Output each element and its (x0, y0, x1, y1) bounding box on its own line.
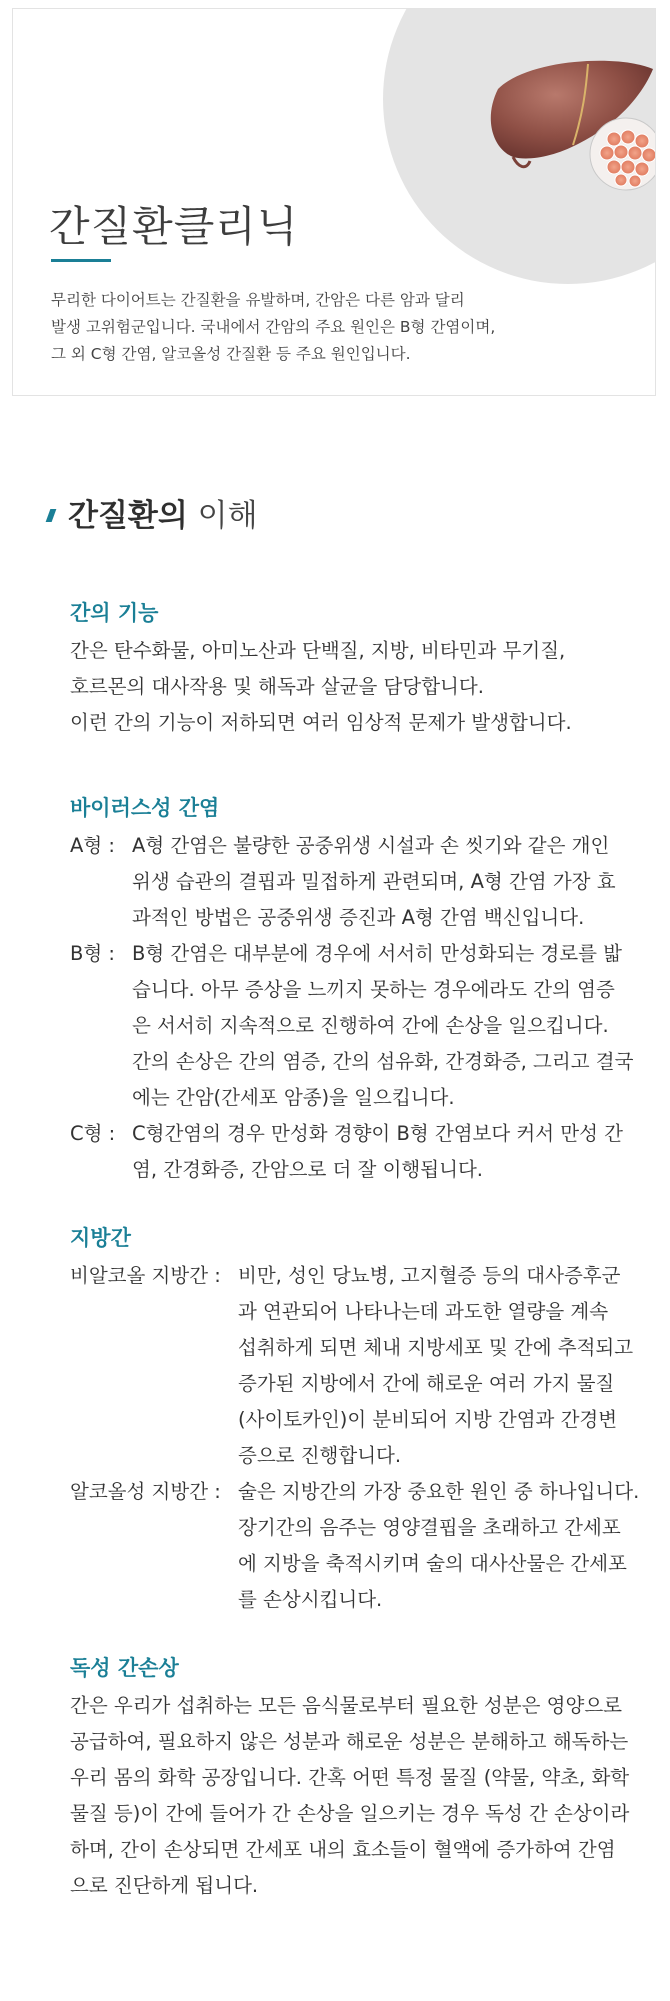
toxic-liver-text (70, 1688, 650, 1904)
intro-line: 그 외 C형 간염, 알코올성 간질환 등 주요 원인입니다. (51, 345, 411, 363)
intro-paragraph (51, 287, 611, 368)
fatty-liver-title: 지방간 (70, 1226, 131, 1250)
text-line: 에 지방을 축적시키며 술의 대사산물은 간세포 (238, 1552, 627, 1575)
text-line: 비만, 성인 당뇨병, 고지혈증 등의 대사증후군 (238, 1264, 621, 1287)
text-line: 물질 등)이 간에 들어가 간 손상을 일으키는 경우 독성 간 손상이라 (70, 1802, 630, 1825)
clinic-header (12, 8, 656, 396)
text-line: 은 서서히 지속적으로 진행하여 간에 손상을 일으킵니다. (132, 1014, 609, 1037)
toxic-liver-title: 독성 간손상 (70, 1656, 179, 1680)
hepatitis-b-desc (130, 936, 650, 1116)
text-line: 간의 손상은 간의 염증, 간의 섬유화, 간경화증, 그리고 결국 (132, 1050, 634, 1073)
text-line: 섭취하게 되면 체내 지방세포 및 간에 추적되고 (238, 1336, 634, 1359)
nonalcoholic-fatty-liver-item (70, 1258, 650, 1474)
hepatitis-c-desc (130, 1116, 650, 1188)
alcoholic-fatty-liver-item (70, 1474, 650, 1618)
hepatitis-a-item (70, 828, 650, 936)
liver-function-text (70, 633, 650, 741)
text-line: 간은 우리가 섭취하는 모든 음식물로부터 필요한 성분은 영양으로 (70, 1694, 622, 1717)
text-line: 술은 지방간의 가장 중요한 원인 중 하나입니다. (238, 1480, 640, 1503)
alcoholic-desc (238, 1474, 650, 1618)
hepatitis-a-term: A형 : (70, 834, 115, 857)
hepatitis-c-item (70, 1116, 650, 1188)
text-line: (사이토카인)이 분비되어 지방 간염과 간경변 (238, 1408, 618, 1431)
text-line: 염, 간경화증, 간암으로 더 잘 이행됩니다. (132, 1158, 483, 1181)
section-heading (48, 490, 258, 535)
liver-icon (468, 49, 656, 199)
text-line: 과 연관되어 나타나는데 과도한 열량을 계속 (238, 1300, 609, 1323)
text-line: 우리 몸의 화학 공장입니다. 간혹 어떤 특정 물질 (약물, 약초, 화학 (70, 1766, 630, 1789)
hepatitis-b-term: B형 : (70, 942, 115, 965)
heading-accent-mark (46, 509, 57, 522)
text-line: 장기간의 음주는 영양결핍을 초래하고 간세포 (238, 1516, 621, 1539)
text-line: 에는 간암(간세포 암종)을 일으킵니다. (132, 1086, 455, 1109)
title-underline (51, 259, 111, 262)
text-line: 위생 습관의 결핍과 밀접하게 관련되며, A형 간염 가장 효 (132, 870, 616, 893)
text-line: A형 간염은 불량한 공중위생 시설과 손 씻기와 같은 개인 (132, 834, 610, 857)
text-line: 습니다. 아무 증상을 느끼지 못하는 경우에라도 간의 염증 (132, 978, 615, 1001)
hepatitis-a-desc (130, 828, 650, 936)
viral-hepatitis-title: 바이러스성 간염 (70, 796, 220, 820)
liver-function-title: 간의 기능 (70, 601, 159, 625)
hepatitis-b-item (70, 936, 650, 1116)
text-line: 공급하여, 필요하지 않은 성분과 해로운 성분은 분해하고 해독하는 (70, 1730, 629, 1753)
text-line: 를 손상시킵니다. (238, 1588, 383, 1611)
text-line: 증가된 지방에서 간에 해로운 여러 가지 물질 (238, 1372, 615, 1395)
section-title-strong: 간질환의 (68, 498, 188, 534)
page-title: 간질환클리닉 (49, 202, 299, 251)
text-line: 으로 진단하게 됩니다. (70, 1874, 259, 1897)
text-line: B형 간염은 대부분에 경우에 서서히 만성화되는 경로를 밟 (132, 942, 623, 965)
viral-hepatitis-block (70, 792, 650, 1188)
fatty-liver-block (70, 1222, 650, 1618)
hepatitis-c-term: C형 : (70, 1122, 116, 1145)
text-line: 간은 탄수화물, 아미노산과 단백질, 지방, 비타민과 무기질, (70, 639, 566, 662)
toxic-liver-block (70, 1652, 650, 1904)
nonalcoholic-term: 비알코올 지방간 : (70, 1264, 221, 1287)
text-line: 증으로 진행합니다. (238, 1444, 402, 1467)
text-line: C형간염의 경우 만성화 경향이 B형 간염보다 커서 만성 간 (132, 1122, 623, 1145)
text-line: 호르몬의 대사작용 및 해독과 살균을 담당합니다. (70, 675, 484, 698)
section-title-light: 이해 (197, 498, 258, 534)
text-line: 과적인 방법은 공중위생 증진과 A형 간염 백신입니다. (132, 906, 585, 929)
text-line: 하며, 간이 손상되면 간세포 내의 효소들이 혈액에 증가하여 간염 (70, 1838, 616, 1861)
nonalcoholic-desc (238, 1258, 650, 1474)
intro-line: 발생 고위험군입니다. 국내에서 간암의 주요 원인은 B형 간염이며, (51, 318, 496, 336)
alcoholic-term: 알코올성 지방간 : (70, 1480, 221, 1503)
text-line: 이런 간의 기능이 저하되면 여러 임상적 문제가 발생합니다. (70, 711, 572, 734)
liver-function-block (70, 597, 650, 741)
intro-line: 무리한 다이어트는 간질환을 유발하며, 간암은 다른 암과 달리 (51, 291, 465, 309)
